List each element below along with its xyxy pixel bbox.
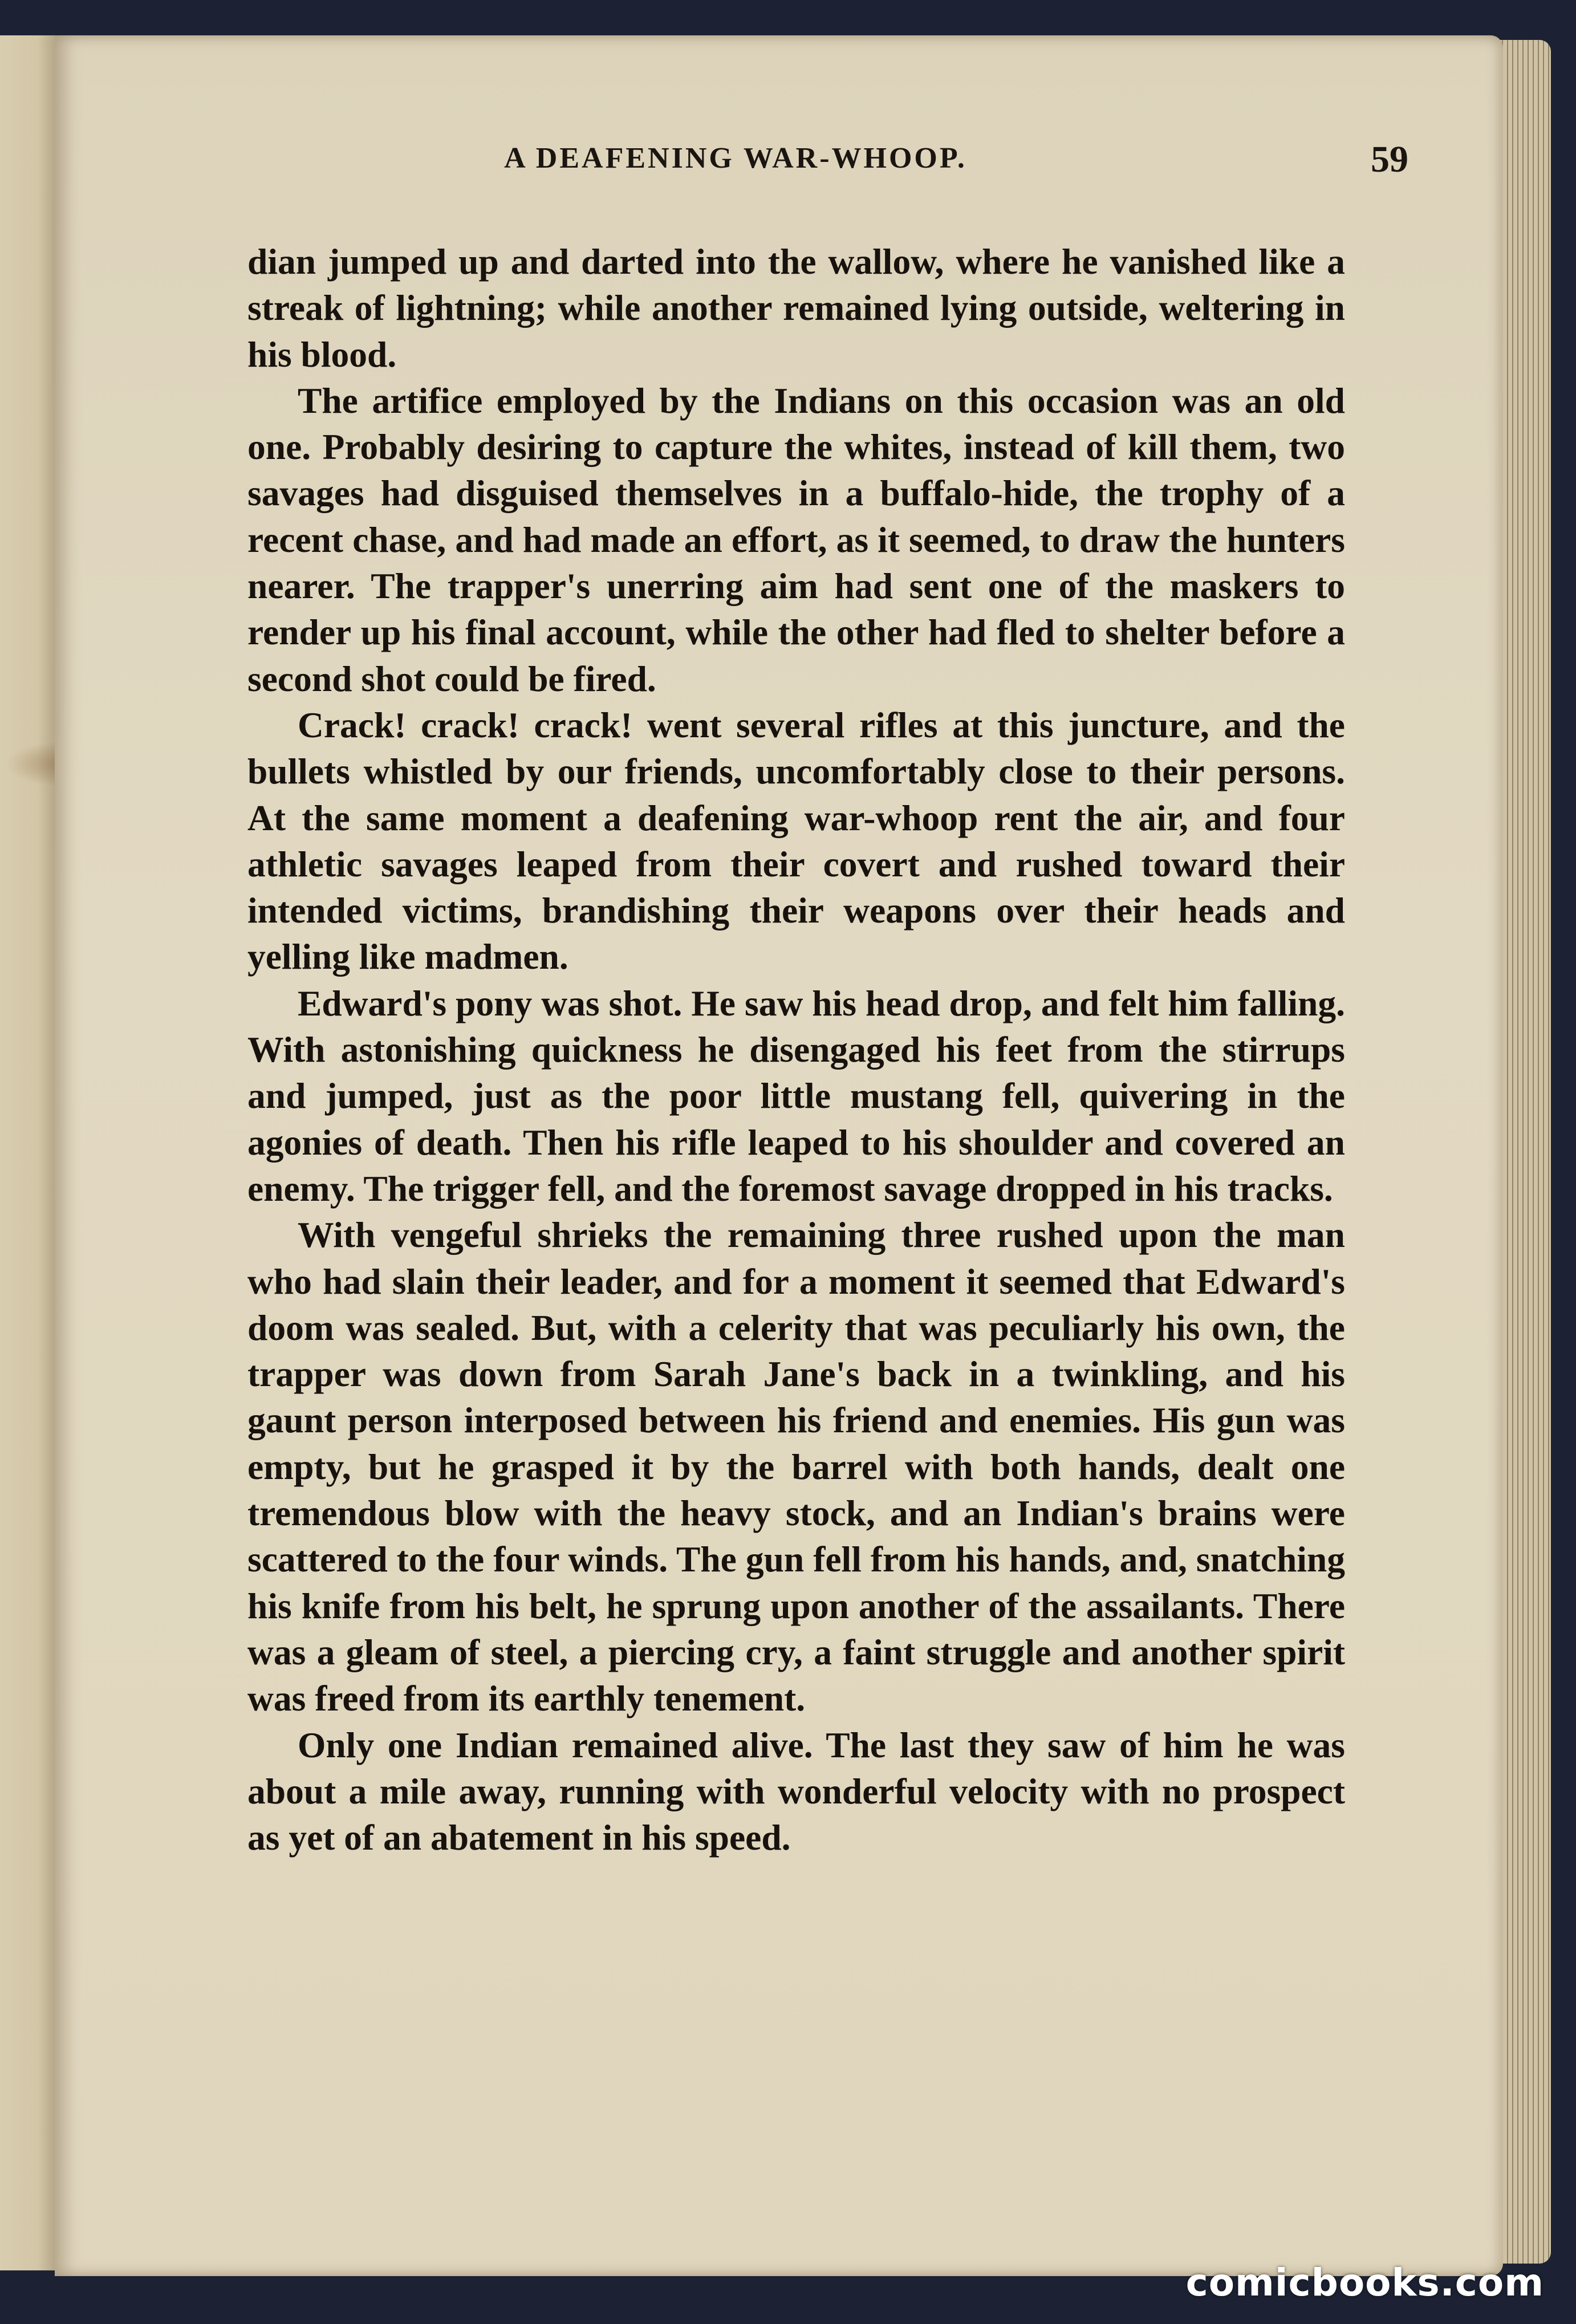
running-title: A DEAFENING WAR-WHOOP.: [504, 142, 967, 174]
watermark: comicbooks.com: [1185, 2261, 1544, 2305]
running-head: [245, 141, 1408, 187]
paragraph: Edward's pony was shot. He saw his head drop, and felt him falling. With astonishing quickness he disengaged his feet from the stirrups and jumped, just as the poor little mustang fell, quivering in the agonies of death. Then his rifle leaped to his shoulder and covered an enemy. The trigger fell, and the foremost savage dropped in his tracks.: [247, 982, 1345, 1209]
body-text: [247, 238, 1345, 1860]
paragraph: Only one Indian remained alive. The last they saw of him he was about a mile away, running with wonderful velocity with no prospect as yet of an abatement in his speed.: [247, 1724, 1345, 1858]
facing-page-edge: [0, 35, 63, 2270]
paragraph: Crack! crack! crack! went several rifles at this juncture, and the bullets whistled by our friends, uncomfortably close to their persons. At the same moment a deafening war-whoop rent the air, and four athletic savages leaped from their covert and rushed toward their intended victims, brandishing their weapons over their heads and yelling like madmen.: [247, 704, 1345, 977]
paragraph: With vengeful shrieks the remaining three rushed upon the man who had slain their leader, and for a moment it seemed that Edward's doom was sealed. But, with a celerity that was peculiarly his own, the trapper was down from Sarah Jane's back in a twinkling, and his gaunt person interposed between his friend and enemies. His gun was empty, but he grasped it by the barrel with both hands, dealt one tremendous blow with the heavy stock, and an Indian's brains were scattered to the four winds. The gun fell from his hands, and, snatching his knife from his belt, he sprung upon another of the assailants. There was a gleam of steel, a piercing cry, a faint struggle and another spirit was freed from its earthly tenement.: [247, 1214, 1345, 1719]
paragraph: dian jumped up and darted into the wallow, where he vanished like a streak of lightning; while another remained lying outside, weltering in his blood.: [247, 241, 1345, 375]
page-number: 59: [1371, 139, 1408, 180]
paragraph: The artifice employed by the Indians on this occasion was an old one. Probably desiring to capture the whites, instead of kill them, two savages had disguised themselves in a buffalo-hide, the trophy of a recent chase, and had made an effort, as it seemed, to draw the hunters nearer. The trapper's unerring aim had sent one of the maskers to render up his final account, while the other had fled to shelter before a second shot could be fired.: [247, 380, 1345, 699]
